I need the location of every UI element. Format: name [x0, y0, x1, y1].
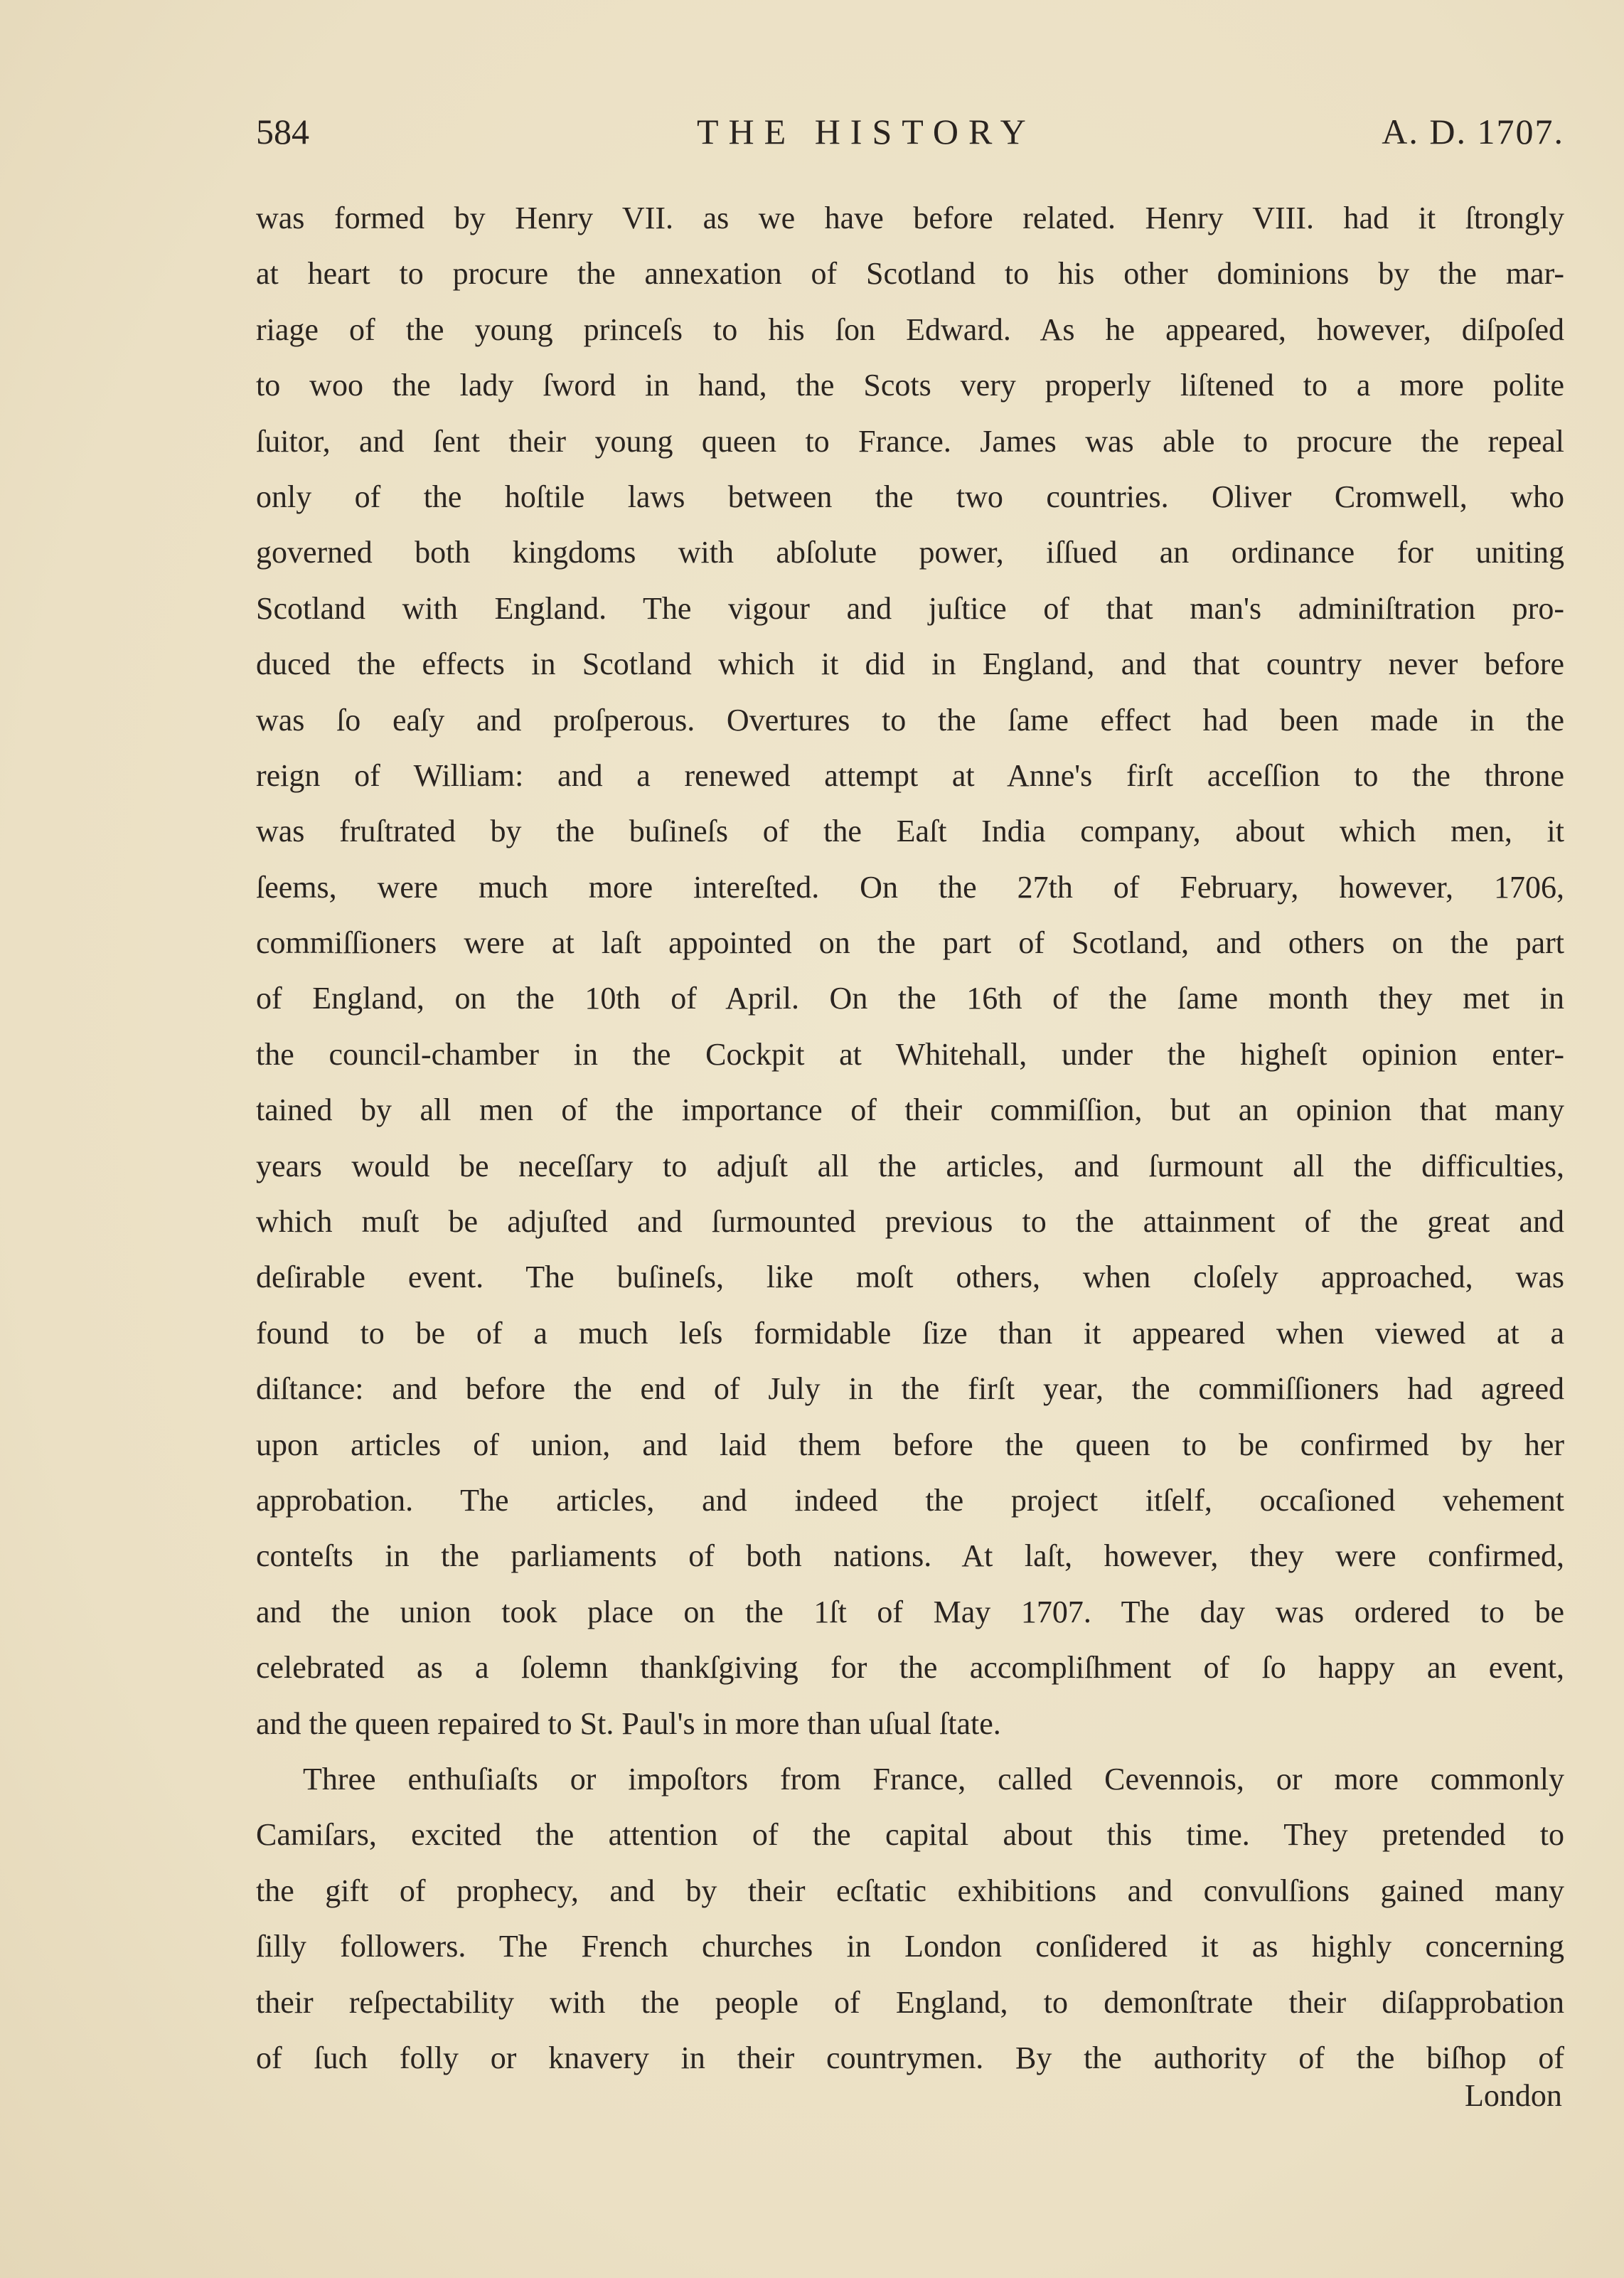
text-line: celebrated as a ſolemn thankſgiving for the accompliſhment of ſo happy an event, [256, 1650, 1564, 1686]
text-line: of England, on the 10th of April. On the 16th of the ſame month they met in [256, 981, 1564, 1016]
paragraph-start-line: Three enthuſiaſts or impoſtors from France, called Cevennois, or more commonly [303, 1761, 1564, 1797]
text-line: Scotland with England. The vigour and juſtice of that man's adminiſtration pro- [256, 590, 1564, 626]
text-line: ſuitor, and ſent their young queen to France. James was able to procure the repeal [256, 423, 1564, 459]
running-title: THE HISTORY [697, 112, 1036, 151]
page-number: 584 [256, 112, 309, 151]
text-line: was formed by Henry VII. as we have before related. Henry VIII. had it ſtrongly [256, 201, 1564, 235]
text-line: approbation. The articles, and indeed the project itſelf, occaſioned vehement [256, 1482, 1564, 1518]
text-line: years would be neceſſary to adjuſt all the articles, and ſurmount all the difficulties, [256, 1148, 1564, 1183]
body-text [256, 191, 1564, 2086]
text-line: their reſpectability with the people of England, to demonſtrate their diſapprobation [256, 1984, 1564, 2020]
text-line: was fruſtrated by the buſineſs of the Eaſt India company, about which men, it [256, 814, 1564, 849]
text-line: ſeems, were much more intereſted. On the 27th of February, however, 1706, [256, 869, 1564, 905]
text-line: of ſuch folly or knavery in their countrymen. By the authority of the biſhop of [256, 2040, 1564, 2075]
text-line: tained by all men of the importance of their commiſſion, but an opinion that many [256, 1092, 1564, 1128]
text-line: the council-chamber in the Cockpit at Whitehall, under the higheſt opinion enter- [256, 1036, 1564, 1072]
text-line: at heart to procure the annexation of Scotland to his other dominions by the mar- [256, 256, 1564, 292]
page-header [256, 107, 1564, 164]
paragraph-end-line: and the queen repaired to St. Paul's in more than uſual ſtate. [256, 1705, 1001, 1741]
text-line: duced the effects in Scotland which it did in England, and that country never before [256, 646, 1564, 682]
text-line: to woo the lady ſword in hand, the Scots very properly liſtened to a more polite [256, 368, 1564, 403]
text-line: diſtance: and before the end of July in the firſt year, the commiſſioners had agreed [256, 1371, 1564, 1407]
text-line: which muſt be adjuſted and ſurmounted previous to the attainment of the great and [256, 1204, 1564, 1240]
text-line: Camiſars, excited the attention of the capital about this time. They pretended to [256, 1817, 1564, 1853]
text-line: conteſts in the parliaments of both nations. At laſt, however, they were confirmed, [256, 1538, 1564, 1574]
text-line: riage of the young princeſs to his ſon Edward. As he appeared, however, diſpoſed [256, 312, 1564, 347]
text-line: commiſſioners were at laſt appointed on the part of Scotland, and others on the part [256, 925, 1564, 961]
text-line: deſirable event. The buſineſs, like moſt others, when cloſely approached, was [256, 1260, 1564, 1295]
text-line: and the union took place on the 1ſt of May 1707. The day was ordered to be [256, 1594, 1564, 1629]
text-line: was ſo eaſy and proſperous. Overtures to the ſame effect had been made in the [256, 702, 1564, 738]
text-line: governed both kingdoms with abſolute power, iſſued an ordinance for uniting [256, 535, 1564, 570]
text-line: reign of William: and a renewed attempt at Anne's firſt acceſſion to the throne [256, 757, 1564, 793]
text-line: only of the hoſtile laws between the two countries. Oliver Cromwell, who [256, 479, 1564, 514]
catchword: London [1465, 2078, 1562, 2113]
text-line: ſilly followers. The French churches in London conſidered it as highly concerning [256, 1929, 1564, 1964]
text-line: upon articles of union, and laid them before the queen to be confirmed by her [256, 1427, 1564, 1462]
text-line: found to be of a much leſs formidable ſize than it appeared when viewed at a [256, 1315, 1564, 1351]
header-year: A. D. 1707. [1382, 112, 1564, 151]
text-line: the gift of prophecy, and by their ecſtatic exhibitions and convulſions gained many [256, 1873, 1564, 1908]
